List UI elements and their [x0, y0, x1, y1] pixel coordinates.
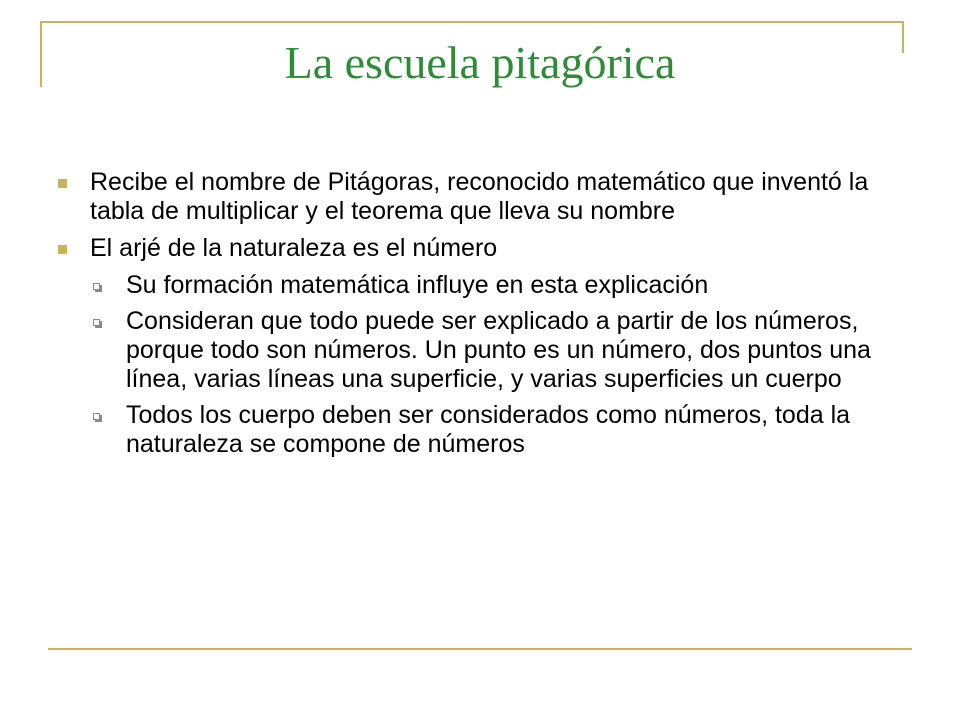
hollow-square-bullet-icon	[93, 283, 100, 290]
bullet-item	[56, 168, 896, 226]
frame-line-top	[40, 21, 904, 23]
bullet-item	[56, 234, 896, 263]
square-bullet-icon	[58, 245, 67, 254]
frame-line-bottom	[48, 648, 912, 650]
bullet-text: Recibe el nombre de Pitágoras, reconocido matemático que inventó la tabla de multiplicar y el teorema que lleva su nombre	[90, 168, 869, 225]
sub-bullet-item	[56, 271, 896, 300]
bullet-text: El arjé de la naturaleza es el número	[90, 234, 498, 262]
sub-bullet-text: Consideran que todo puede ser explicado a partir de los números, porque todo son números. Un punto es un número, dos puntos una línea, varias líneas una superficie, y varias superficies un cuerpo	[126, 307, 871, 393]
hollow-square-bullet-icon	[93, 413, 100, 420]
sub-bullet-item	[56, 401, 896, 459]
sub-bullet-item	[56, 307, 896, 394]
hollow-square-bullet-icon	[93, 319, 100, 326]
slide-title: La escuela pitagórica	[284, 37, 676, 88]
slide-content	[56, 168, 896, 466]
square-bullet-icon	[58, 179, 67, 188]
sub-bullet-text: Todos los cuerpo deben ser considerados como números, toda la naturaleza se compone de números	[126, 401, 851, 458]
sub-bullet-text: Su formación matemática influye en esta explicación	[126, 271, 709, 299]
